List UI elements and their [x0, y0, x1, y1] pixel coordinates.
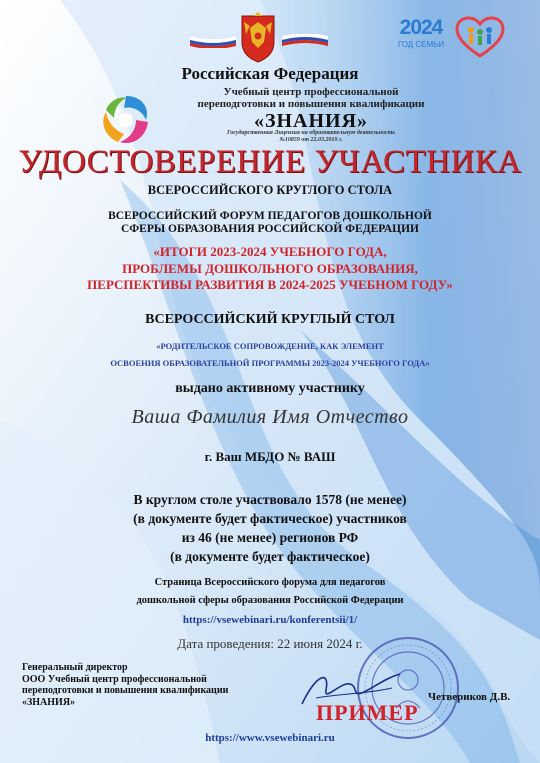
- issued-to-label: выдано активному участнику: [175, 381, 365, 396]
- director-line-1: Генеральный директор: [22, 662, 128, 673]
- participant-name: Ваша Фамилия Имя Отчество: [131, 406, 409, 428]
- forum-line-1: ВСЕРОССИЙСКИЙ ФОРУМ ПЕДАГОГОВ ДОШКОЛЬНОЙ: [108, 210, 432, 222]
- forum-page-link[interactable]: https://vsewebinari.ru/konferentsii/1/: [182, 614, 358, 626]
- center-line-1: Учебный центр профессиональной: [223, 86, 399, 98]
- family-heart-icon: [454, 14, 506, 58]
- forum-theme: [0, 244, 540, 294]
- page-line-2: дошкольной сферы образования Российской Федерации: [136, 595, 404, 606]
- event-topic: [0, 338, 540, 372]
- forum-page-description: [0, 574, 540, 610]
- topic-line-1: «РОДИТЕЛЬСКОЕ СОПРОВОЖДЕНИЕ, КАК ЭЛЕМЕНТ: [156, 341, 384, 351]
- forum-line-2: СФЕРЫ ОБРАЗОВАНИЯ РОССИЙСКОЙ ФЕДЕРАЦИИ: [121, 223, 419, 235]
- center-name: «ЗНАНИЯ»: [253, 110, 369, 132]
- center-line-2: переподготовки и повышения квалификации: [197, 98, 425, 110]
- theme-line-3: ПЕРСПЕКТИВЫ РАЗВИТИЯ В 2024-2025 УЧЕБНОМ ГОДУ»: [87, 277, 453, 292]
- russian-flag-ribbon-left: [190, 34, 236, 48]
- sample-watermark: ПРИМЕР: [316, 700, 419, 725]
- year-logo-caption: ГОД СЕМЬИ: [397, 40, 445, 49]
- theme-line-2: ПРОБЛЕМЫ ДОШКОЛЬНОГО ОБРАЗОВАНИЯ,: [122, 260, 418, 276]
- stats-line-1: В круглом столе участвовало 1578 (не менее): [133, 492, 407, 507]
- director-line-2: ООО Учебный центр профессиональной: [22, 673, 207, 685]
- topic-line-2: ОСВОЕНИЯ ОБРАЗОВАТЕЛЬНОЙ ПРОГРАММЫ 2023-2024 УЧЕБНОГО ГОДА»: [110, 358, 430, 368]
- stats-line-3: из 46 (не менее) регионов РФ: [181, 530, 359, 545]
- forum-name: [0, 210, 540, 236]
- page-line-1: Страница Всероссийского форума для педагогов: [154, 577, 386, 588]
- certificate-subtitle: ВСЕРОССИЙСКОГО КРУГЛОГО СТОЛА: [147, 183, 393, 197]
- event-date: Дата проведения: 22 июня 2024 г.: [177, 636, 363, 651]
- event-type: ВСЕРОССИЙСКИЙ КРУГЛЫЙ СТОЛ: [145, 312, 395, 327]
- participation-stats: [0, 490, 540, 566]
- stats-line-2: (в документе будет фактическое) участников: [133, 511, 407, 526]
- country-name: Российская Федерация: [181, 64, 359, 83]
- year-logo-number: 2024: [399, 16, 443, 39]
- certificate-title: УДОСТОВЕРЕНИЕ УЧАСТНИКА: [18, 144, 522, 180]
- coat-of-arms-icon: [236, 12, 280, 64]
- theme-line-1: «ИТОГИ 2023-2024 УЧЕБНОГО ГОДА,: [153, 244, 387, 259]
- center-description: [176, 86, 446, 110]
- license-info: [176, 130, 446, 144]
- director-line-4: «ЗНАНИЯ»: [22, 696, 76, 708]
- signer-name: Четвериков Д.В.: [428, 691, 511, 703]
- director-line-3: переподготовки и повышения квалификации: [22, 685, 229, 696]
- license-line-2: №10859 от 22.03.2019 г.: [279, 137, 343, 143]
- russian-flag-ribbon-right: [282, 34, 328, 48]
- year-of-family-logo: [390, 14, 510, 58]
- site-link[interactable]: https://www.vsewebinari.ru: [205, 732, 335, 744]
- director-block: [22, 662, 228, 708]
- participant-org: г. Ваш МБДО № ВАШ: [204, 449, 336, 464]
- znaniya-swirl-logo: [96, 90, 156, 150]
- stats-line-4: (в документе будет фактическое): [170, 549, 370, 564]
- license-line-1: Государственная Лицензия на образовательную деятельность: [226, 130, 396, 136]
